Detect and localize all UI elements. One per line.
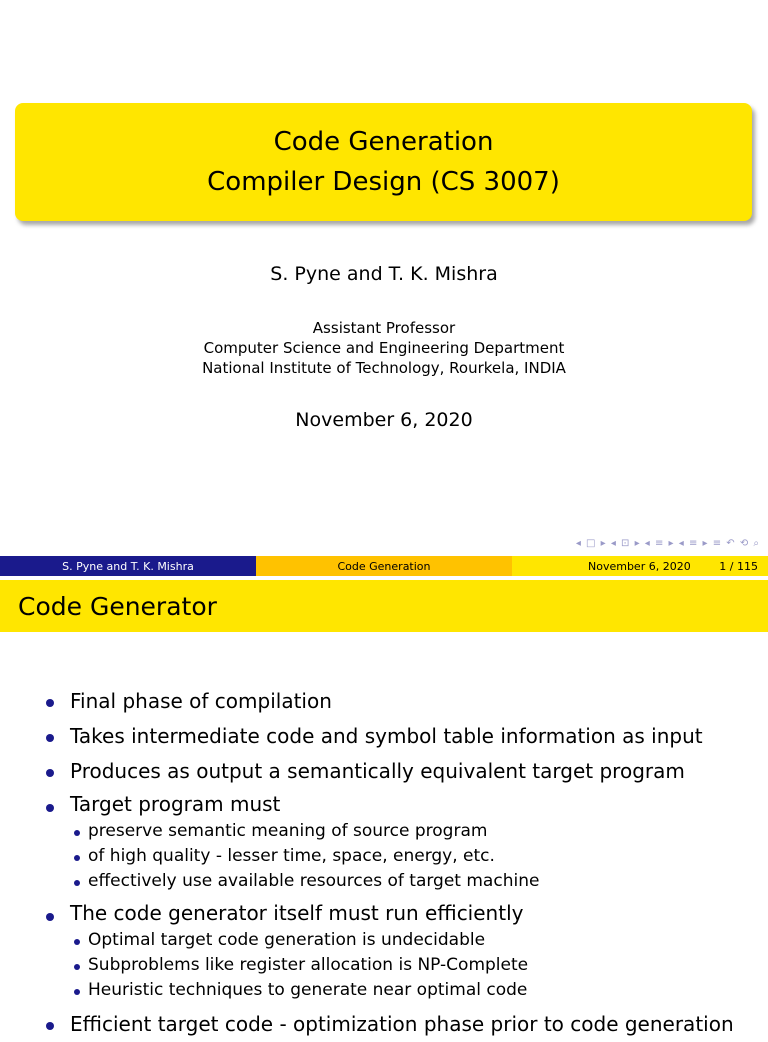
list-item: Produces as output a semantically equivalent target program <box>42 754 762 789</box>
list-item: Final phase of compilation <box>42 684 762 719</box>
sub-list-item: Optimal target code generation is undecidable <box>70 928 762 953</box>
list-item: Takes intermediate code and symbol table information as input <box>42 719 762 754</box>
sub-list-item: Heuristic techniques to generate near optimal code <box>70 978 762 1003</box>
presentation-date: November 6, 2020 <box>295 409 473 431</box>
slide-title: Code Generation <box>273 127 494 157</box>
list-item: Efficient target code - optimization phase prior to code generation <box>42 1007 762 1042</box>
footer-page-number: 1 / 115 <box>719 559 758 573</box>
sub-list <box>70 819 762 894</box>
title-box <box>15 103 752 221</box>
navigation-controls[interactable]: ◂ □ ▸ ◂ ⊡ ▸ ◂ ≡ ▸ ◂ ≡ ▸ ≡ ↶ ⟲ ⌕ <box>575 538 760 549</box>
sub-list-item: preserve semantic meaning of source program <box>70 819 762 844</box>
footer-right <box>512 556 768 576</box>
affiliation-line: National Institute of Technology, Rourkela, INDIA <box>202 359 566 377</box>
course-title: Compiler Design (CS 3007) <box>207 167 560 197</box>
list-item: The code generator itself must run efficiently Optimal target code generation is undecidable Subproblems like register allocation is NP-Complete Heuristic techniques to generate near optimal code <box>42 898 762 1003</box>
bullet-list <box>42 684 762 1042</box>
affiliation <box>0 318 768 378</box>
sub-list-item: Subproblems like register allocation is NP-Complete <box>70 953 762 978</box>
affiliation-line: Computer Science and Engineering Department <box>203 339 565 357</box>
sub-list-item: effectively use available resources of target machine <box>70 869 762 894</box>
affiliation-line: Assistant Professor <box>312 319 456 337</box>
sub-list <box>70 928 762 1003</box>
list-item: Target program must preserve semantic meaning of source program of high quality - lesser time, space, energy, etc. effectively use available resources of target machine <box>42 789 762 894</box>
frame-title: Code Generator <box>0 580 768 632</box>
footer-authors: S. Pyne and T. K. Mishra <box>0 556 256 576</box>
content-slide <box>0 576 768 1036</box>
footer-bar <box>0 556 768 576</box>
authors: S. Pyne and T. K. Mishra <box>270 263 498 285</box>
sub-list-item: of high quality - lesser time, space, energy, etc. <box>70 844 762 869</box>
footer-title: Code Generation <box>256 556 512 576</box>
footer-date: November 6, 2020 <box>588 559 691 573</box>
